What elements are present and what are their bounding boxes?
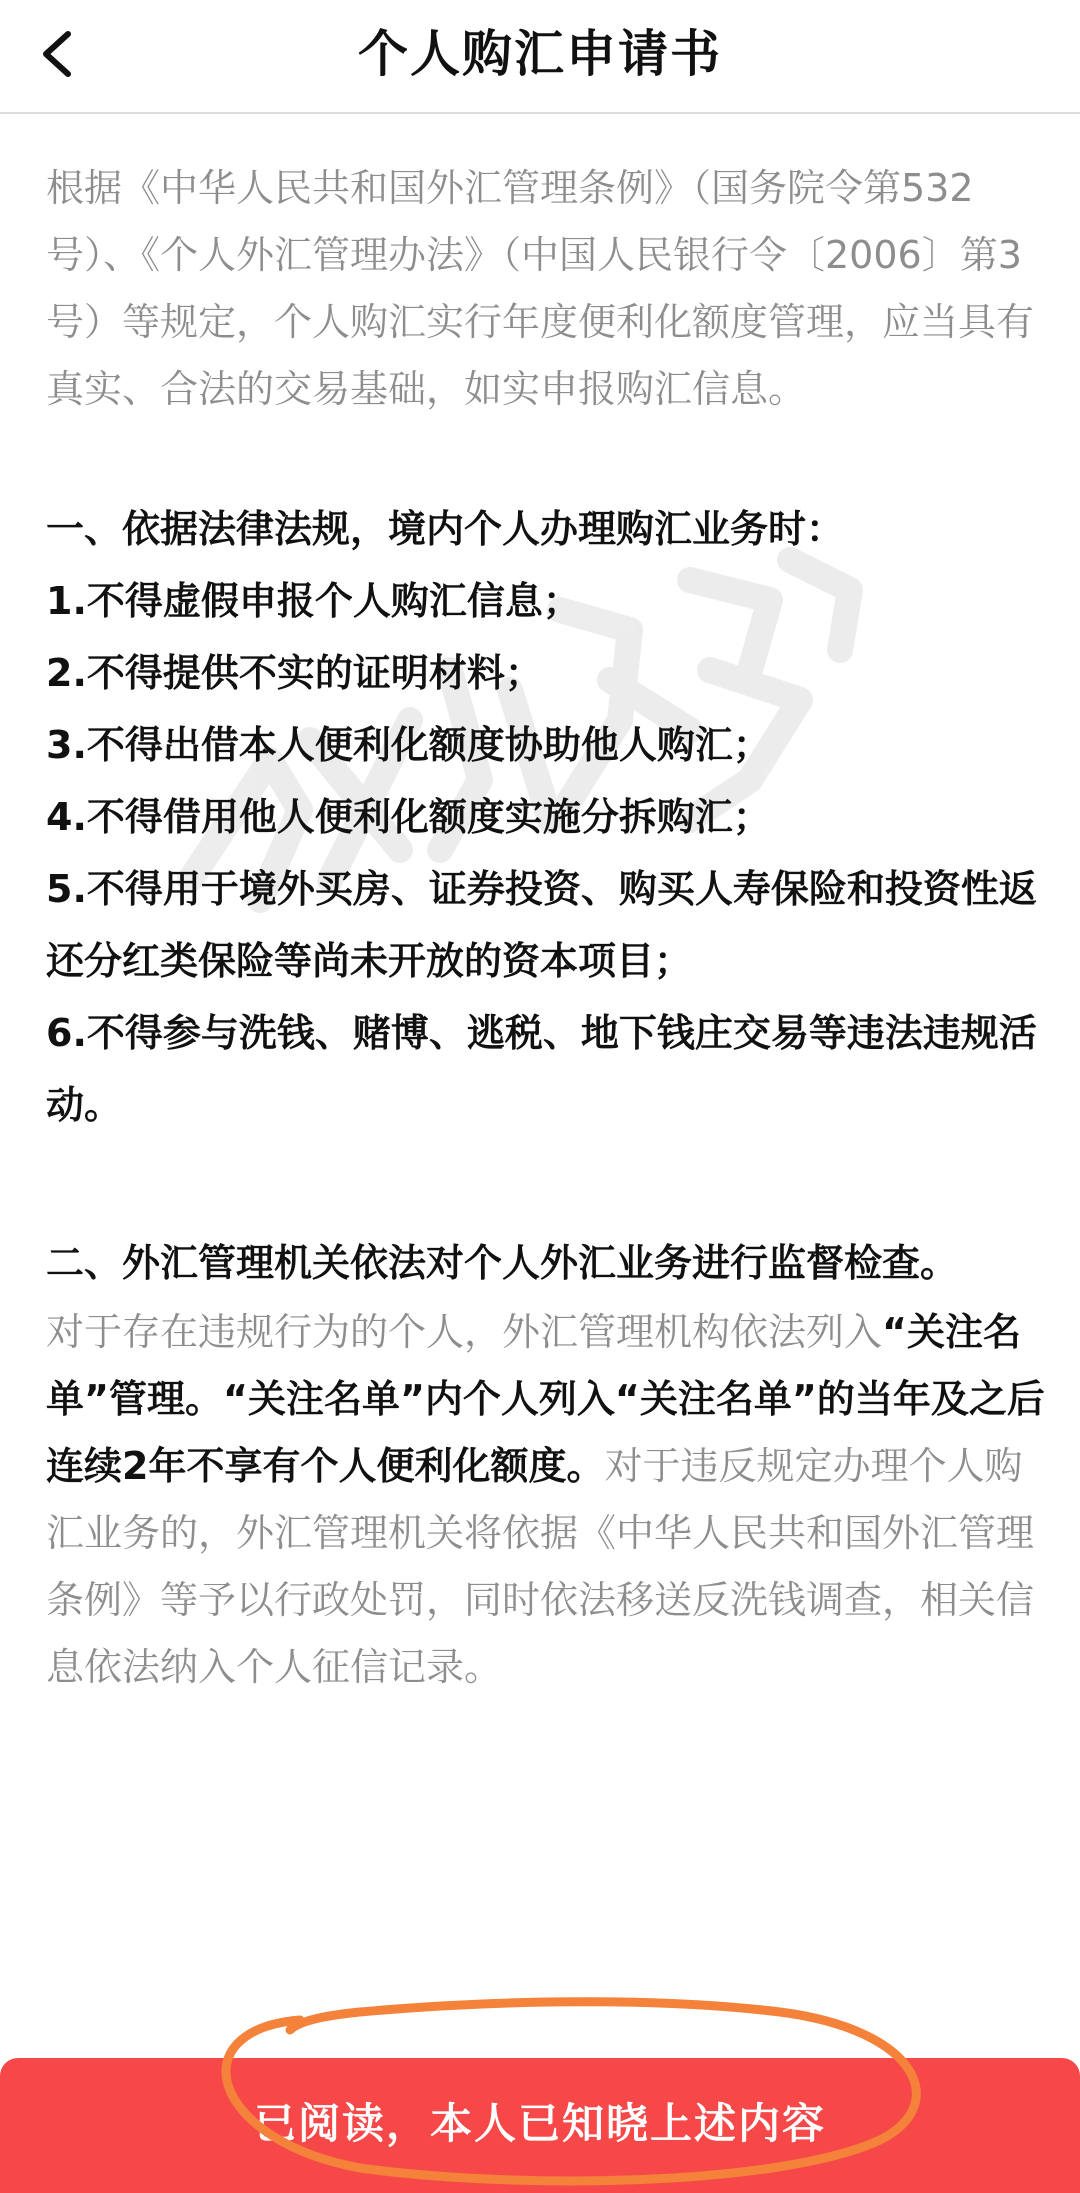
confirm-read-label: 已阅读，本人已知晓上述内容 (253, 2098, 826, 2148)
section-2-text-2: 对于违反规定办理个人购汇业务的，外汇管理机关将依据《中华人民共和国外汇管理条例》等予以行政处罚，同时依法移送反洗钱调查，相关信息依法纳入个人征信记录。 (46, 1444, 1035, 1689)
rule-item-2: 2.不得提供不实的证明材料； (46, 651, 543, 695)
confirm-read-button[interactable] (0, 2058, 1080, 2193)
page-title: 个人购汇申请书 (358, 25, 722, 83)
section-2-heading: 二、外汇管理机关依法对个人外汇业务进行监督检查。 (46, 1241, 959, 1285)
agreement-content (46, 155, 1046, 1701)
rule-list (46, 565, 1046, 1141)
section-2-text-1: 对于存在违规行为的个人，外汇管理机构依法列入 (46, 1310, 883, 1354)
section-1 (46, 493, 1046, 1141)
top-bar (0, 0, 1080, 114)
intro-paragraph: 根据《中华人民共和国外汇管理条例》（国务院令第532号）、《个人外汇管理办法》（中国人民银行令〔2006〕第3号）等规定，个人购汇实行年度便利化额度管理，应当具有真实、合法的交易基础，如实申报购汇信息。 (46, 166, 1035, 411)
section-1-heading: 一、依据法律法规，境内个人办理购汇业务时： (46, 507, 845, 551)
rule-item-4: 4.不得借用他人便利化额度实施分拆购汇； (46, 795, 771, 839)
rule-item-5: 5.不得用于境外买房、证券投资、购买人寿保险和投资性返还分红类保险等尚未开放的资本项目； (46, 867, 1037, 983)
section-2 (46, 1227, 1046, 1701)
section-2-bold-text: “关注名单”管理。“关注名单”内个人列入“关注名单”的当年及之后连续2年不享有个人便利化额度。 (46, 1310, 1045, 1488)
rule-item-6: 6.不得参与洗钱、赌博、逃税、地下钱庄交易等违法违规活动。 (46, 1011, 1037, 1127)
rule-item-3: 3.不得出借本人便利化额度协助他人购汇； (46, 723, 771, 767)
rule-item-1: 1.不得虚假申报个人购汇信息； (46, 579, 581, 623)
section-2-paragraph (46, 1299, 1046, 1701)
